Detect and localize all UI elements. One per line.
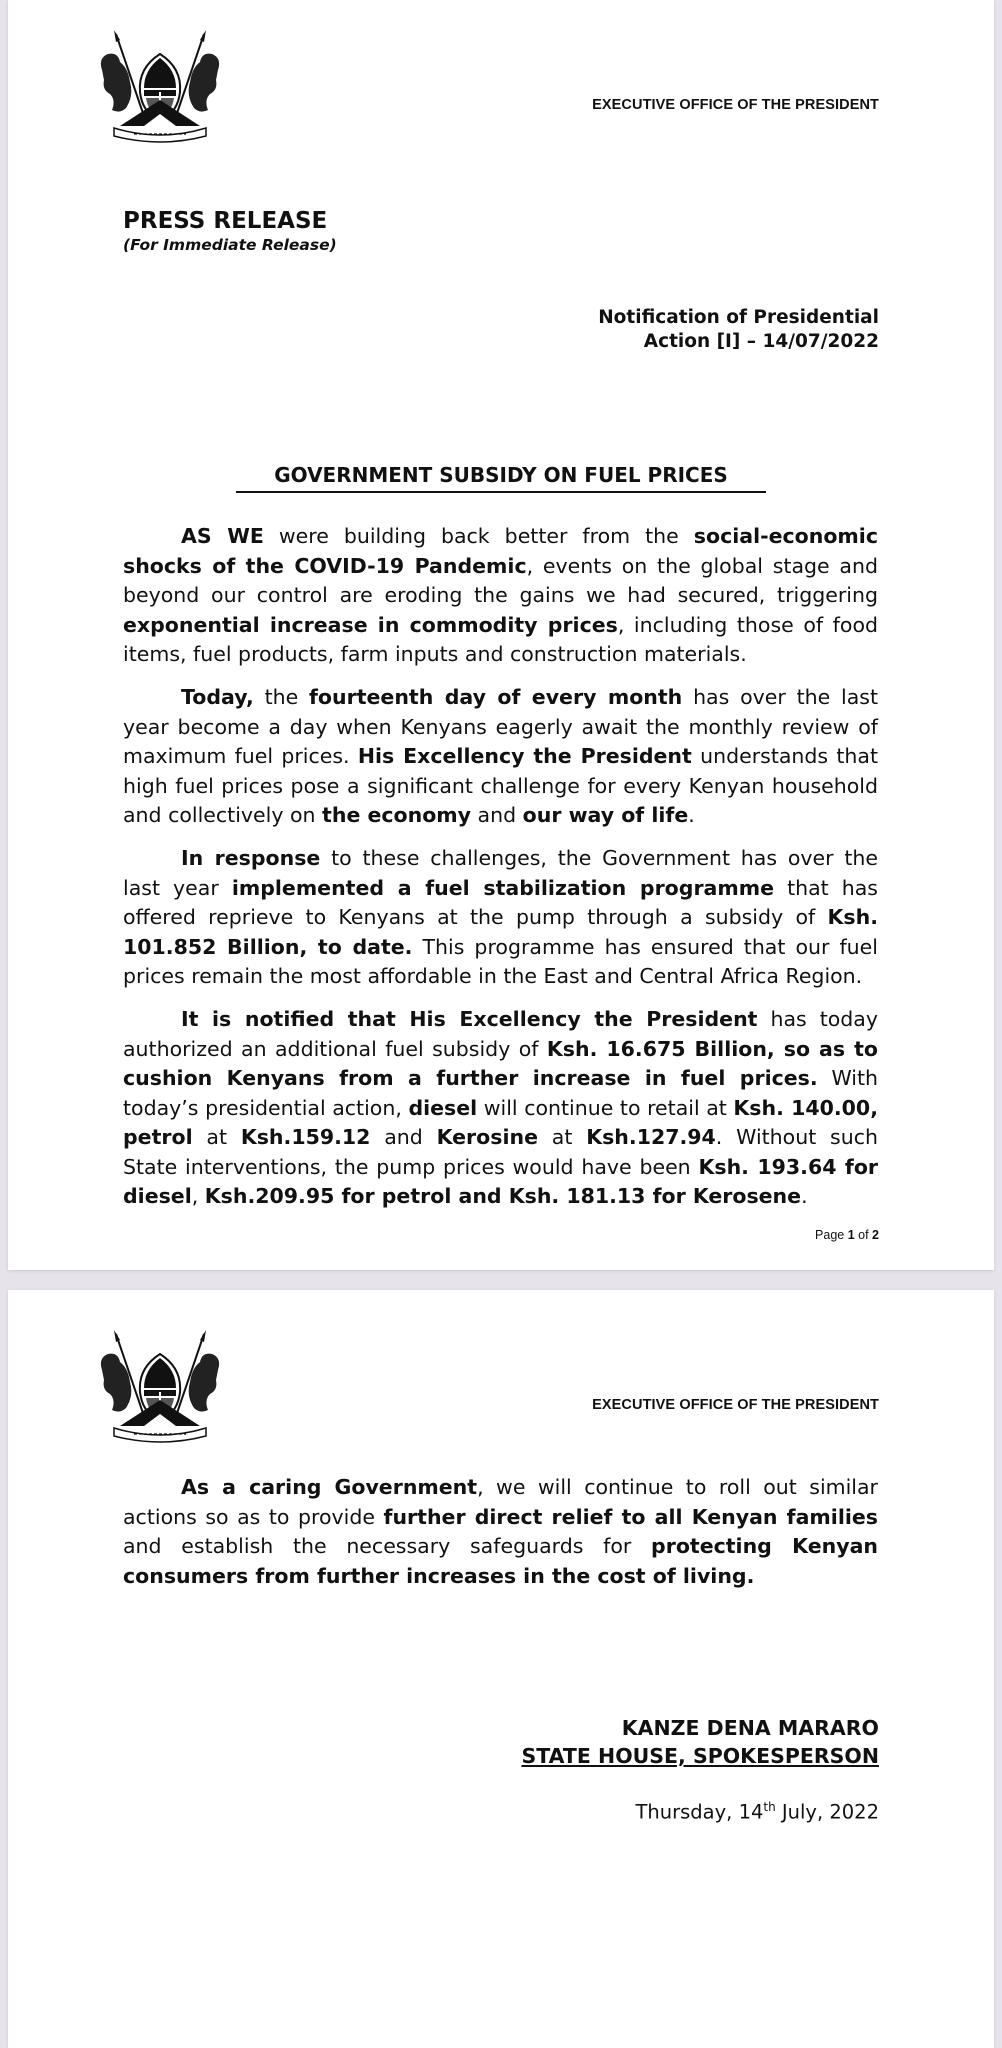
para1-s3: social-economic shocks of the COVID-19 Pandemic [123,524,878,578]
para1-s6: , including those of food items, fuel products, farm inputs and construction materials. [123,612,878,666]
office-label: EXECUTIVE OFFICE OF THE PRESIDENT [592,97,879,113]
p2para1-s1: As a caring Government [181,1475,478,1499]
para4-s11: Kerosine [436,1125,538,1149]
para3-s5: Ksh. 101.852 Billion, to date. [123,905,878,959]
para2-s4: has over the last year become a day when Kenyans eagerly await the monthly review of maximum fuel prices. [123,685,879,768]
para4-s14: . Without such State interventions, the pump prices would have been [123,1125,878,1179]
para4-s15: Ksh. 193.64 for diesel [123,1154,879,1208]
p2para1-s5: protecting Kenyan consumers from further increases in the cost of living. [123,1534,878,1588]
release-date [636,1800,880,1824]
para4-s4: With today’s presidential action, [123,1066,879,1120]
para2-s9: our way of life [522,803,689,827]
para1-s1: AS WE [181,524,264,548]
document-page-1 [8,0,994,1270]
office-label: EXECUTIVE OFFICE OF THE PRESIDENT [592,1397,879,1413]
para4-s16: , [191,1184,205,1208]
para4-s6: will continue to retail at [477,1095,734,1120]
para2-s6: understands that high fuel prices pose a significant challenge for every Kenyan household and collectively on [123,744,879,827]
body-text [123,1473,878,1605]
p2para1-s2: , we will continue to roll out similar actions so as to provide [123,1475,878,1529]
page-number-current: 1 [847,1228,855,1242]
para3-s2: to these challenges, the Government has over the last year [123,846,878,900]
paragraph-5 [123,1473,878,1591]
p2para1-s3: further direct relief to all Kenyan families [383,1504,878,1529]
body-text [123,522,878,1225]
coat-of-arms-icon [94,1330,226,1446]
date-suffix: th [763,1800,776,1814]
para3-s6: This programme has ensured that our fuel prices remain the most affordable in the East and Central Africa Region. [123,934,878,988]
notification-line-1: Notification of Presidential [598,307,879,328]
para4-s17: Ksh.209.95 for petrol and Ksh. 181.13 for Kerosene [204,1184,802,1208]
para1-s5: exponential increase in commodity prices [123,612,618,637]
para2-s5: His Excellency the President [357,744,692,768]
para2-s2: the [253,685,310,709]
notification-line-2: Action [I] – 14/07/2022 [643,331,879,352]
document-heading: GOVERNMENT SUBSIDY ON FUEL PRICES [236,463,766,493]
para4-s7: Ksh. 140.00, petrol [123,1095,878,1149]
document-page-2 [8,1290,994,2048]
signatory-name: KANZE DENA MARARO [621,1716,879,1740]
page-number [815,1228,879,1242]
para4-s1: It is notified that His Excellency the President [181,1007,758,1031]
para1-s4: , events on the global stage and beyond our control are eroding the gains we had secured, triggering [123,553,878,607]
para2-s1: Today, [181,685,254,709]
page-number-of: of [854,1228,873,1242]
date-day: Thursday, 14 [635,1800,764,1824]
press-release-title: PRESS RELEASE [123,208,328,234]
para3-s3: implemented a fuel stabilization programme [231,875,775,900]
p2para1-s4: and establish the necessary safeguards for [123,1534,652,1558]
para4-s10: and [370,1125,437,1149]
para4-s9: Ksh.159.12 [240,1125,371,1149]
para2-s8: and [471,803,523,827]
page-number-prefix: Page [815,1228,848,1242]
para4-s13: Ksh.127.94 [586,1125,716,1149]
signatory-role: STATE HOUSE, SPOKESPERSON [521,1744,879,1768]
paragraph-3 [123,844,878,992]
para4-s5: diesel [408,1095,478,1120]
para2-s3: fourteenth day of every month [309,685,683,709]
para2-s7: the economy [322,803,472,827]
para4-s18: . [801,1184,808,1208]
para4-s3: Ksh. 16.675 Billion, so as to cushion Kenyans from a further increase in fuel prices. [123,1036,878,1090]
signature-block [521,1714,879,1770]
para4-s8: at [192,1125,241,1149]
page-number-total: 2 [872,1228,879,1242]
paragraph-4 [123,1005,878,1212]
para3-s4: that has offered reprieve to Kenyans at the pump through a subsidy of [123,875,878,929]
press-release-subtitle: (For Immediate Release) [123,236,337,254]
para3-s1: In response [181,846,321,870]
para1-s2: were building back better from the [263,524,694,548]
para4-s12: at [537,1125,587,1149]
para4-s2: has today authorized an additional fuel subsidy of [123,1007,878,1061]
coat-of-arms-icon [94,30,226,146]
para2-s10: . [688,803,695,827]
notification-reference [598,306,879,354]
date-month-year: July, 2022 [775,1800,879,1824]
paragraph-1 [123,522,878,670]
paragraph-2 [123,683,878,831]
